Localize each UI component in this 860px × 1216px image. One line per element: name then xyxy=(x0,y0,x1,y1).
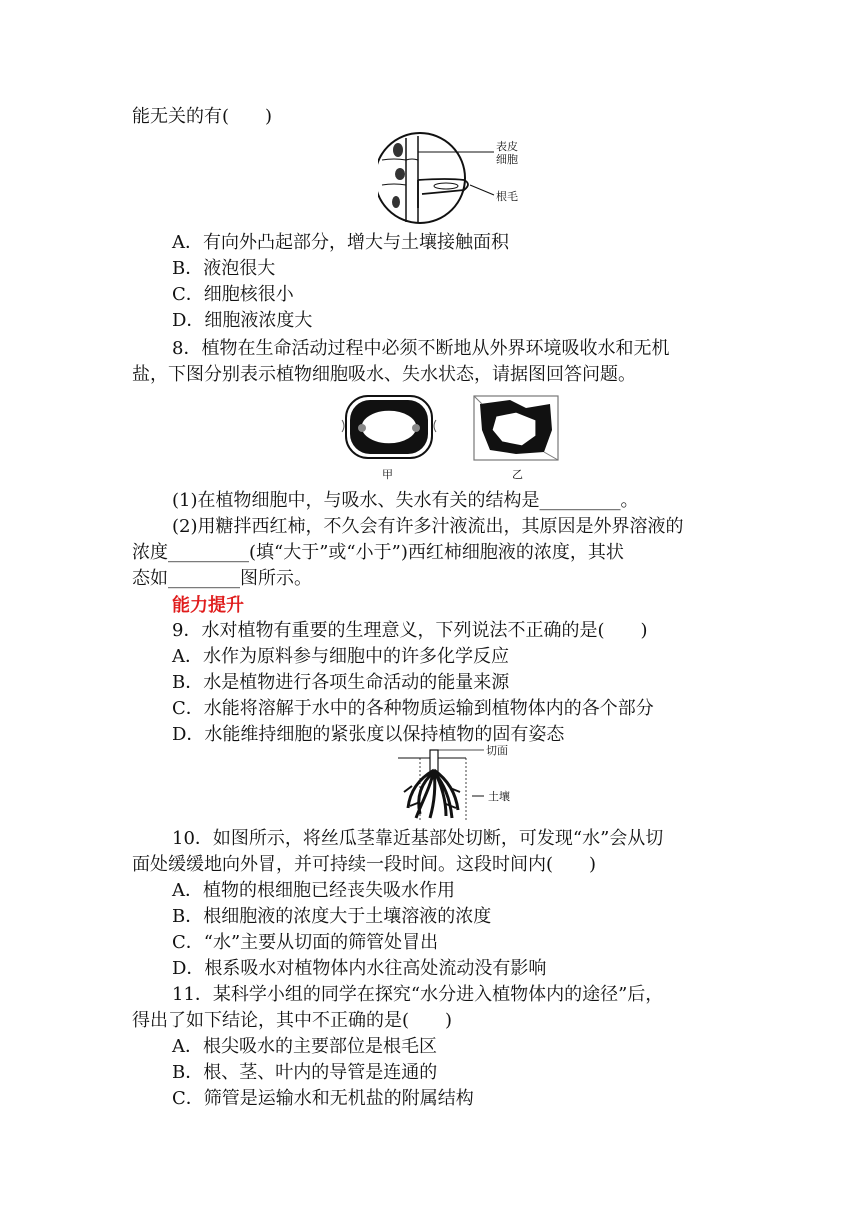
text-line: 10．如图所示，将丝瓜茎靠近基部处切断，可发现“水”会从切 xyxy=(172,828,664,849)
label-cell-b: 乙 xyxy=(512,468,523,481)
text-line: D．根系吸水对植物体内水往高处流动没有影响 xyxy=(172,958,547,979)
text-line: A．根尖吸水的主要部位是根毛区 xyxy=(172,1036,437,1057)
section-heading: 能力提升 xyxy=(172,595,244,616)
label-epidermis-1: 表皮 xyxy=(496,140,518,153)
text-line: D．细胞液浓度大 xyxy=(172,310,313,331)
text-line: A．植物的根细胞已经丧失吸水作用 xyxy=(172,880,455,901)
text-line: A．有向外凸起部分，增大与土壤接触面积 xyxy=(172,232,509,253)
label-soil: 土壤 xyxy=(488,790,510,803)
text-line: 9．水对植物有重要的生理意义，下列说法不正确的是( ) xyxy=(172,620,648,641)
text-line: 面处缓缓地向外冒，并可持续一段时间。这段时间内( ) xyxy=(132,854,597,875)
text-line: 能无关的有( ) xyxy=(132,106,273,127)
label-epidermis-2: 细胞 xyxy=(496,153,518,166)
text-line: C．筛管是运输水和无机盐的附属结构 xyxy=(172,1088,474,1109)
text-line: 浓度_________(填“大于”或“小于”)西红柿细胞液的浓度，其状 xyxy=(132,542,624,563)
text-line: B．水是植物进行各项生命活动的能量来源 xyxy=(172,672,510,693)
text-line: A．水作为原料参与细胞中的许多化学反应 xyxy=(172,646,509,667)
text-line: 得出了如下结论，其中不正确的是( ) xyxy=(132,1010,453,1031)
cell-diagrams xyxy=(340,390,560,484)
label-cut-surface: 切面 xyxy=(486,744,508,757)
root-hair-diagram xyxy=(378,130,528,226)
text-line: B．根、茎、叶内的导管是连通的 xyxy=(172,1062,438,1083)
text-line: D．水能维持细胞的紧张度以保持植物的固有姿态 xyxy=(172,724,565,745)
text-line: (2)用糖拌西红柿，不久会有许多汁液流出，其原因是外界溶液的 xyxy=(172,516,684,537)
text-line: 11．某科学小组的同学在探究“水分进入植物体内的途径”后， xyxy=(172,984,664,1005)
text-line: C．“水”主要从切面的筛管处冒出 xyxy=(172,932,439,953)
label-cell-a: 甲 xyxy=(382,468,393,481)
text-line: 盐，下图分别表示植物细胞吸水、失水状态，请据图回答问题。 xyxy=(132,364,636,385)
text-line: 态如________图所示。 xyxy=(132,568,312,589)
text-line: (1)在植物细胞中，与吸水、失水有关的结构是_________。 xyxy=(172,490,639,511)
text-line: B．液泡很大 xyxy=(172,258,276,279)
text-line: 8．植物在生命活动过程中必须不断地从外界环境吸收水和无机 xyxy=(172,338,670,359)
text-line: C．细胞核很小 xyxy=(172,284,294,305)
text-line: B．根细胞液的浓度大于土壤溶液的浓度 xyxy=(172,906,492,927)
text-line: C．水能将溶解于水中的各种物质运输到植物体内的各个部分 xyxy=(172,698,654,719)
label-root-hair: 根毛 xyxy=(496,190,518,203)
cut-stem-diagram xyxy=(390,742,550,822)
